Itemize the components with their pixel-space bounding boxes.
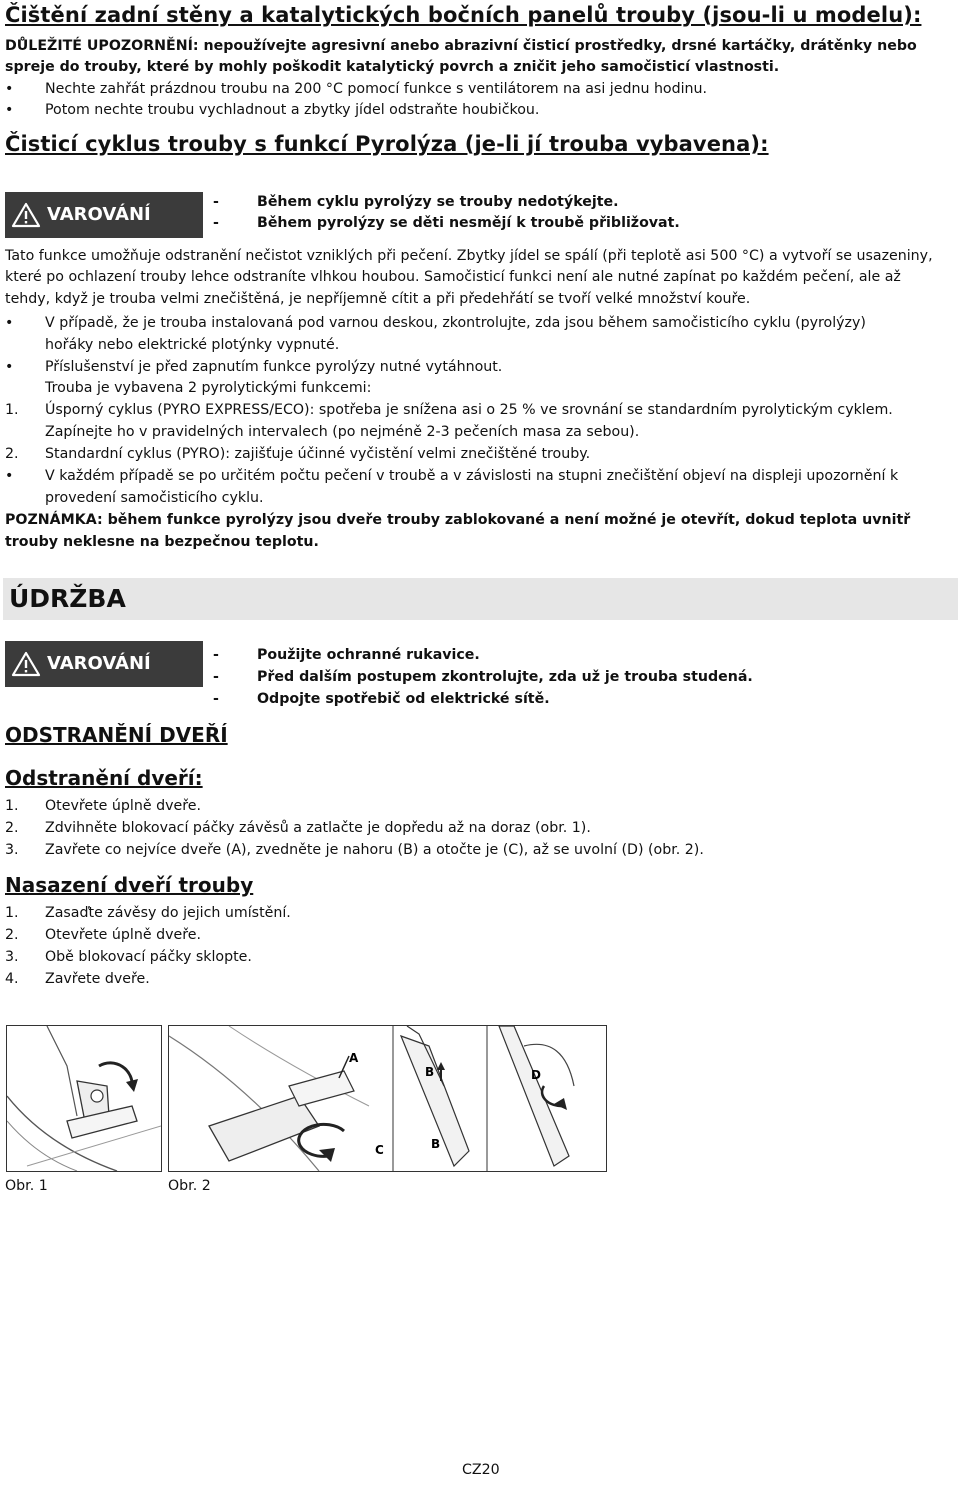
door-removal-illustration-icon (169, 1026, 606, 1171)
paragraph-line: které po ochlazení trouby lehce odstraníte vlhkou houbou. Samočisticí funkci není ale nutné zapínat po každém pečení, ale až (5, 269, 901, 285)
warning-triangle-icon (11, 202, 41, 228)
warning-triangle-icon (11, 651, 41, 677)
bullet-marker: • (5, 468, 14, 484)
important-warning-line-2: spreje do trouby, které by mohly poškodit katalytický povrch a zničit jeho samočisticí vlastnosti. (5, 59, 780, 75)
paragraph-line: Tato funkce umožňuje odstranění nečistot vzniklých při pečení. Zbytky jídel se spálí (při teplotě asi 500 °C) a vytvoří se usazeniny, (5, 248, 933, 264)
warning-label: VAROVÁNÍ (47, 653, 151, 674)
list-text: Zavřete co nejvíce dveře (A), zvedněte je nahoru (B) a otočte je (C), až se uvolní (D) (obr. 2). (45, 842, 704, 858)
label-a: A (349, 1051, 359, 1065)
list-text: Zapínejte ho v pravidelných intervalech (po nejméně 2-3 pečeních masa za sebou). (45, 424, 640, 440)
warning-label: VAROVÁNÍ (47, 204, 151, 225)
warning-badge (5, 192, 203, 238)
dash-marker: - (213, 691, 219, 707)
list-number: 3. (5, 842, 19, 858)
important-warning-line-1: DŮLEŽITÉ UPOZORNĚNÍ: nepoužívejte agresivní anebo abrazivní čisticí prostředky, drsné kartáčky, drátěnky nebo (5, 38, 917, 54)
note-line: POZNÁMKA: během funkce pyrolýzy jsou dveře trouby zablokované a není možné je otevřít, dokud teplota uvnitř (5, 512, 911, 528)
figure-1-hinge-lever (6, 1025, 162, 1172)
figure-1-caption: Obr. 1 (5, 1178, 48, 1194)
label-b-lower: B (431, 1137, 441, 1151)
bullet-text: V každém případě se po určitém počtu pečení v troubě a v závislosti na stupni znečištění objeví na displeji upozornění k (45, 468, 899, 484)
figure-2-door-removal (168, 1025, 607, 1172)
list-number: 3. (5, 949, 19, 965)
warning-badge (5, 641, 203, 687)
page-number: CZ20 (462, 1462, 500, 1478)
label-c: C (375, 1143, 384, 1157)
list-text: Zasaďte závěsy do jejich umístění. (45, 905, 291, 921)
bullet-marker: • (5, 315, 14, 331)
list-text: Standardní cyklus (PYRO): zajišťuje účinné vyčistění velmi znečištěné trouby. (45, 446, 591, 462)
list-text: Zdvihněte blokovací páčky závěsů a zatlačte je dopředu až na doraz (obr. 1). (45, 820, 591, 836)
bullet-text: hořáky nebo elektrické plotýnky vypnuté. (45, 337, 340, 353)
bullet-marker: • (5, 102, 14, 118)
label-b-upper: B (425, 1065, 435, 1079)
list-text: Zavřete dveře. (45, 971, 150, 987)
list-text: Obě blokovací páčky sklopte. (45, 949, 252, 965)
hinge-illustration-icon (7, 1026, 161, 1171)
removal-subheading: Odstranění dveří: (5, 766, 203, 790)
label-d: D (531, 1068, 541, 1082)
section-title-catalytic: Čištění zadní stěny a katalytických bočních panelů trouby (jsou-li u modelu): (5, 3, 922, 27)
dash-marker: - (213, 647, 219, 663)
warning-item: Během cyklu pyrolýzy se trouby nedotýkejte. (257, 194, 619, 210)
list-text: Úsporný cyklus (PYRO EXPRESS/ECO): spotřeba je snížena asi o 25 % ve srovnání se standardním pyrolytickým cyklem. (45, 402, 893, 418)
bullet-text: Potom nechte troubu vychladnout a zbytky jídel odstraňte houbičkou. (45, 102, 540, 118)
section-title-pyrolysis: Čisticí cyklus trouby s funkcí Pyrolýza (je-li jí trouba vybavena): (5, 132, 769, 156)
dash-marker: - (213, 194, 219, 210)
list-number: 2. (5, 820, 19, 836)
note-line: trouby neklesne na bezpečnou teplotu. (5, 534, 319, 550)
warning-item: Použijte ochranné rukavice. (257, 647, 480, 663)
warning-item: Odpojte spotřebič od elektrické sítě. (257, 691, 550, 707)
list-number: 1. (5, 402, 19, 418)
warning-item: Před dalším postupem zkontrolujte, zda už je trouba studená. (257, 669, 753, 685)
list-number: 1. (5, 798, 19, 814)
functions-intro: Trouba je vybavena 2 pyrolytickými funkcemi: (45, 380, 372, 396)
bullet-text: V případě, že je trouba instalovaná pod varnou deskou, zkontrolujte, zda jsou během samočisticího cyklu (pyrolýzy) (45, 315, 866, 331)
list-number: 1. (5, 905, 19, 921)
bullet-text: Příslušenství je před zapnutím funkce pyrolýzy nutné vytáhnout. (45, 359, 503, 375)
bullet-text: Nechte zahřát prázdnou troubu na 200 °C pomocí funkce s ventilátorem na asi jednu hodinu. (45, 81, 708, 97)
list-text: Otevřete úplně dveře. (45, 798, 201, 814)
bullet-text: provedení samočisticího cyklu. (45, 490, 264, 506)
list-number: 4. (5, 971, 19, 987)
list-number: 2. (5, 927, 19, 943)
dash-marker: - (213, 215, 219, 231)
paragraph-line: tehdy, když je trouba velmi znečištěná, je nepříjemně cítit a při předehřátí se tvoří velké množství kouře. (5, 291, 751, 307)
maintenance-title: ÚDRŽBA (9, 584, 126, 613)
dash-marker: - (213, 669, 219, 685)
bullet-marker: • (5, 359, 14, 375)
figure-2-caption: Obr. 2 (168, 1178, 211, 1194)
bullet-marker: • (5, 81, 14, 97)
warning-item: Během pyrolýzy se děti nesmějí k troubě přibližovat. (257, 215, 680, 231)
door-removal-heading: ODSTRANĚNÍ DVEŘÍ (5, 723, 228, 747)
mount-subheading: Nasazení dveří trouby (5, 873, 254, 897)
list-number: 2. (5, 446, 19, 462)
maintenance-header (3, 578, 958, 620)
list-text: Otevřete úplně dveře. (45, 927, 201, 943)
